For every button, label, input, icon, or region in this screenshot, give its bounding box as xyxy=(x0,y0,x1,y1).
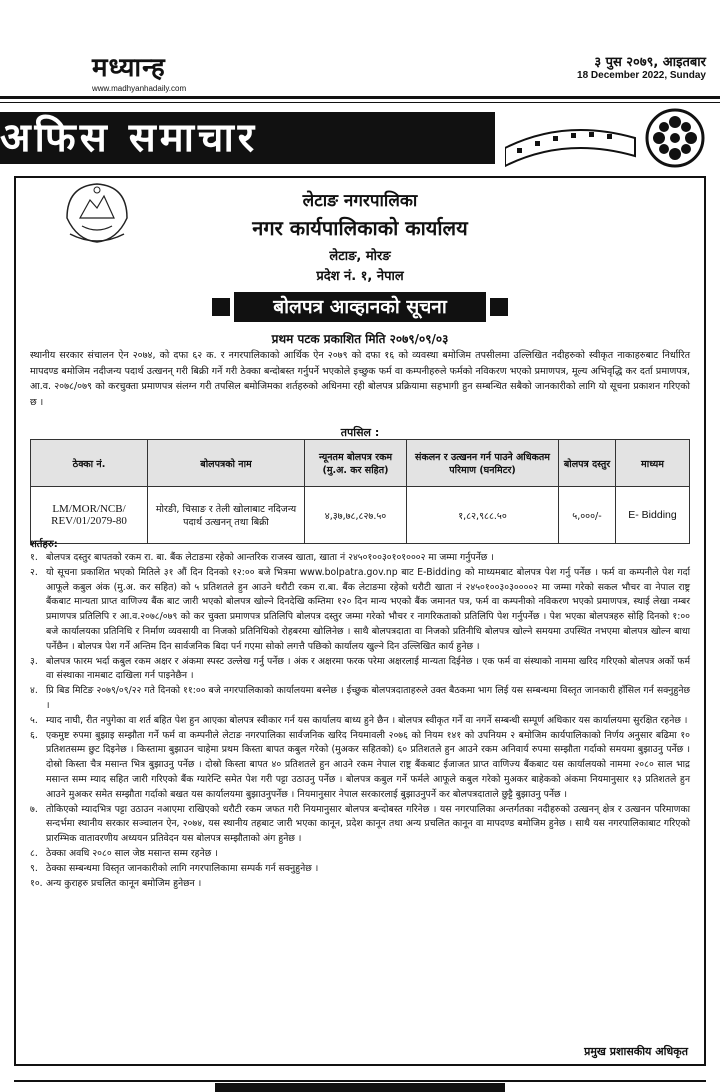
condition-item xyxy=(30,862,690,877)
condition-item xyxy=(30,566,690,655)
org-location: लेटाङ, मोरङ xyxy=(329,249,391,264)
newspaper-logo: मध्यान्ह xyxy=(92,53,166,83)
table-header-cell: संकलन र उत्खनन गर्न पाउने अधिकतम परिमाण (घनमिटर) xyxy=(407,440,559,487)
condition-item xyxy=(30,803,690,847)
conditions-heading: शर्तहरु: xyxy=(30,539,58,550)
condition-text: म्याद नाघी, रीत नपुगेका वा शर्त बहित पेश हुन आएका बोलपत्र स्वीकार गर्न यस कार्यालय बाध्य हुने छैन । बोलपत्र स्वीकृत गर्ने वा नगर्ने सम्बन्धी सम्पूर्ण अधिकार यस कार्यालयमा सुरक्षित रहनेछ । xyxy=(46,714,688,726)
condition-number: ७. xyxy=(30,803,38,815)
condition-item xyxy=(30,847,690,862)
condition-number: १. xyxy=(30,552,38,563)
condition-text: प्रि बिड मिटिङ २०७९/०९/२२ गते दिनको ११:०० बजे नगरपालिकाको कार्यालयमा बस्नेछ । ईच्छुक बोलपत्रदाताहरुले उक्त बैठकमा भाग लिई यस सम्बन्धमा विस्तृत जानकारी हाँसिल गर्न सक्नुहुनेछ । xyxy=(46,685,690,711)
header-rule-thin xyxy=(0,102,720,103)
notice-title: बोलपत्र आव्हानको सूचना xyxy=(234,292,486,322)
title-ornament-left xyxy=(212,298,230,316)
table-cell: ४,३७,७८,८२७.५० xyxy=(305,487,407,544)
org-name: लेटाङ नगरपालिका xyxy=(302,191,418,211)
masthead xyxy=(0,0,720,100)
org-office: नगर कार्यपालिकाको कार्यालय xyxy=(252,216,468,240)
table-cell: LM/MOR/NCB/ REV/01/2079-80 xyxy=(31,487,148,544)
condition-item xyxy=(30,877,690,892)
condition-text: तोकिएको म्यादभित्र पट्टा उठाउन नआएमा राखिएको धरौटी रकम जफत गरी नियमानुसार बोलपत्र बन्दोबस्त गरिनेछ । यस नगरपालिका अन्तर्गतका नदीहरुको उत्खनन् क्षेत्र र उत्खनन परिमाणका सन्दर्भमा स्थानीय सरकार सञ्चालन ऐन, २०७४, यस स्थानीय तहबाट जारी भएका कानून, प्रदेश कानून तथा अन्य प्रचलित कानून वा मापदण्ड बमोजिम हुनेछ । साथै यस नगरपालिकाबाट गरिएको प्रारम्भिक वातावरणीय अध्ययन प्रतिवेदन यस बोलपत्र सम्झौताको अंग हुनेछ । xyxy=(46,803,690,845)
condition-number: ३. xyxy=(30,655,38,667)
condition-text: ठेक्का सम्बन्धमा विस्तृत जानकारीको लागि नगरपालिकामा सम्पर्क गर्न सक्नुहुनेछ । xyxy=(46,862,319,874)
table-label: तपसिल : xyxy=(340,426,380,439)
condition-text: ठेक्का अवधि २०८० साल जेष्ठ मसान्त सम्म रहनेछ । xyxy=(46,847,218,859)
table-header-cell: माध्यम xyxy=(616,440,690,487)
condition-number: ४. xyxy=(30,685,38,697)
condition-number: ९. xyxy=(30,862,38,874)
title-ornament-right xyxy=(490,298,508,316)
condition-number: २. xyxy=(30,566,38,578)
condition-item xyxy=(30,714,690,729)
conditions-list xyxy=(30,551,690,891)
table-header-cell: न्यूनतम बोलपत्र रकम (मु.अ. कर सहित) xyxy=(305,440,407,487)
film-reel-icon xyxy=(505,108,715,168)
next-notice-rule xyxy=(14,1080,706,1082)
condition-item xyxy=(30,551,690,566)
next-notice-header xyxy=(215,1083,505,1092)
signatory-title: प्रमुख प्रशासकीय अधिकृत xyxy=(584,1045,688,1058)
condition-number: १०. xyxy=(30,877,43,889)
condition-item xyxy=(30,655,690,685)
condition-item xyxy=(30,684,690,714)
section-banner: अफिस समाचार xyxy=(0,112,495,164)
table-header-cell: ठेक्का नं. xyxy=(31,440,148,487)
condition-text: यो सूचना प्रकाशित भएको मितिले ३१ औं दिन दिनको १२:०० बजे भित्रमा www.bolpatra.gov.np बाट E-Bidding को माध्यमबाट बोलपत्र पेश गर्नु पर्नेछ । फर्म वा कम्पनीले पेश गर्दा आफूले कबुल अंक (मु.अ. कर सहित) को ५ प्रतिशतले हुन आउने धरौटी रकम रा.बा. बैंक लेटाङमा रहेको धरौटी खाता नं २४५०१००३०३००००२ मा जम्मा गरेको सकल भौचर वा नेपाल राष्ट्र बैंकबाट मान्यता प्राप्त वाणिज्य बैंक बाट जारी भएको बोलपत्र खोल्ने दिनदेखि कम्तिमा १२० दिन मान्य भएको बैंक जमानत पत्र, फर्म वा कम्पनीको नविकरण भएको प्रमाणपत्र, स्थाई लेखा नम्बर प्रमाणपत्र प्रतिलिपि र आ.व.२०७८/०७९ को कर चुक्ता प्रमाणपत्र प्रतिलिपि बोलपत्र दस्तुर जम्मा गरेको भौचर र नागरिकताको प्रतिलिपि पेश गर्नुपर्नेछ । पेश भएका बोलपत्रहरु सोहि दिनको १:०० बजे कार्यालयका प्रतिनिधि र निर्माण व्यवसायी वा निजको प्रतिनिधिको रोहबरमा खोलिनेछ । साथै बोलपत्रदाता वा निजको प्रतिनीधि बोलपत्र खोल्ने समयमा उपस्थित नभएमा बोलपत्र खोल्न बाधा पर्नेछैन । बोलपत्र पेश गर्ने अन्तिम दिन सार्वजनिक बिदा पर्न गएमा सोको लगत्तै पछिको कार्यालय खुल्ने दिन उल्लिखित कार्य हुनेछ । xyxy=(46,566,690,652)
table-cell: E- Bidding xyxy=(616,487,690,544)
newspaper-url: www.madhyanhadaily.com xyxy=(92,84,187,93)
date-nepali: ३ पुस २०७९, आइतबार xyxy=(594,55,706,70)
intro-paragraph: स्थानीय सरकार संचालन ऐन २०७४, को दफा ६२ क. र नगरपालिकाको आर्थिक ऐन २०७९ को दफा १६ को व्यवस्था बमोजिम तपसीलमा उल्लिखित नदीहरुको स्वीकृत नाकाहरुबाट निर्धारित मापदण्ड बमोजिम नदीजन्य पदार्थ उत्खनन् गरी बिक्री गर्ने गरी ठेक्का बन्दोबस्त गर्नुपर्ने भएकोले इच्छुक फर्म वा कम्पनीहरुले फर्मको नविकरण भएको प्रमाणपत्र, मूल्य अभिवृद्धि कर दर्ता प्रमाणपत्र, आ.व. २०७८/०७९ को करचुक्ता प्रमाणपत्र संलग्न गरी तपसिल बमोजिमका शर्तहरुको अधिनमा रही बोलपत्र प्रक्रियामा सहभागी हुन सम्बन्धित सबैको जानकारीको लागि यो सूचना प्रकाशन गरिएको छ । xyxy=(30,350,690,408)
publication-date: प्रथम पटक प्रकाशित मिति २०७९/०९/०३ xyxy=(271,332,449,346)
org-province: प्रदेश नं. १, नेपाल xyxy=(316,269,404,284)
condition-text: एकमुष्ट रुपमा बुझाइ सम्झौता गर्ने फर्म वा कम्पनीले लेटाङ नगरपालिका सार्वजनिक खरिद नियमावली २०७६ को नियम १४१ को उपनियम २ बमोजिम कार्यपालिकाको निर्णय अनुसार बढिमा १० प्रतिशतसम्म छुट दिइनेछ । किस्तामा बुझाउन चाहेमा प्रथम किस्ता बापत कबुल गरेको (मुअकर सहितको) ६० प्रतिशतले हुन आउने रकम अनिवार्य रुपमा सम्झौता गर्दाको समयमा बुझाउनु पर्नेछ । दोस्रो किस्ता चैत्र मसान्त भित्र बुझाउनु पर्नेछ । दोस्रो किस्ता बापत ४० प्रतिशतले हुन आउने रकम नेपाल राष्ट्र बैंकबाट ईजाजत प्राप्त वाणिज्य बैंकबाट यस कार्यालयको नाममा २०८० साल भाद्र मसान्त सम्म म्याद सहित जारी गरिएको बैंक ग्यारेन्टि समेत पेश गरी पट्टा उठाउनु पर्नेछ । बोलपत्र कबुल गर्ने फर्मले आफूले कबुल गरेको मुअकर बाहेकको अंकमा नियमानुसार १३ प्रतिशतले हुन आउने मुअकर समेत सम्झौता गर्दाको बखत यस कार्यालयमा बुझाउनुपर्नेछ । नियमानुसार नेपाल सरकारलाई बुझाउनुपर्ने कर बोलपत्रदाताले छुट्टै बुझाउनु पर्नेछ । xyxy=(46,729,690,800)
condition-number: ६. xyxy=(30,729,38,741)
condition-text: बोलपत्र दस्तुर बापतको रकम रा. बा. बैंक लेटाङमा रहेको आन्तरिक राजस्व खाता, खाता नं २४५०१००३०१०१०००२ मा जम्मा गर्नुपर्नेछ । xyxy=(46,552,494,563)
condition-text: अन्य कुराहरु प्रचलित कानून बमोजिम हुनेछन । xyxy=(46,877,202,889)
condition-item xyxy=(30,729,690,803)
table-header-row xyxy=(31,440,690,487)
condition-text: बोलपत्र फारम भर्दा कबुल रकम अक्षर र अंकमा स्पस्ट उल्लेख गर्नु पर्नेछ । अंक र अक्षरमा फरक परेमा अक्षरलाई मान्यता दिईनेछ । एक फर्म वा संस्थाको नाममा खरिद गरिएको बोलपत्र अर्को फर्म वा संस्थाका नामबाट दाखिला गर्न पाइनेछैन । xyxy=(46,655,690,682)
table-cell: मोरङी, चिसाङ र तेली खोलाबाट नदिजन्य पदार्थ उत्खनन् तथा बिक्री xyxy=(148,487,305,544)
condition-number: ५. xyxy=(30,714,38,726)
condition-number: ८. xyxy=(30,847,38,859)
header-rule-thick xyxy=(0,96,720,99)
table-cell: ५,०००/- xyxy=(559,487,616,544)
table-row xyxy=(31,487,690,544)
table-header-cell: बोलपत्रको नाम xyxy=(148,440,305,487)
table-header-cell: बोलपत्र दस्तुर xyxy=(559,440,616,487)
tender-table xyxy=(30,439,690,544)
table-cell: १,८२,९८८.५० xyxy=(407,487,559,544)
date-english: 18 December 2022, Sunday xyxy=(577,70,706,81)
